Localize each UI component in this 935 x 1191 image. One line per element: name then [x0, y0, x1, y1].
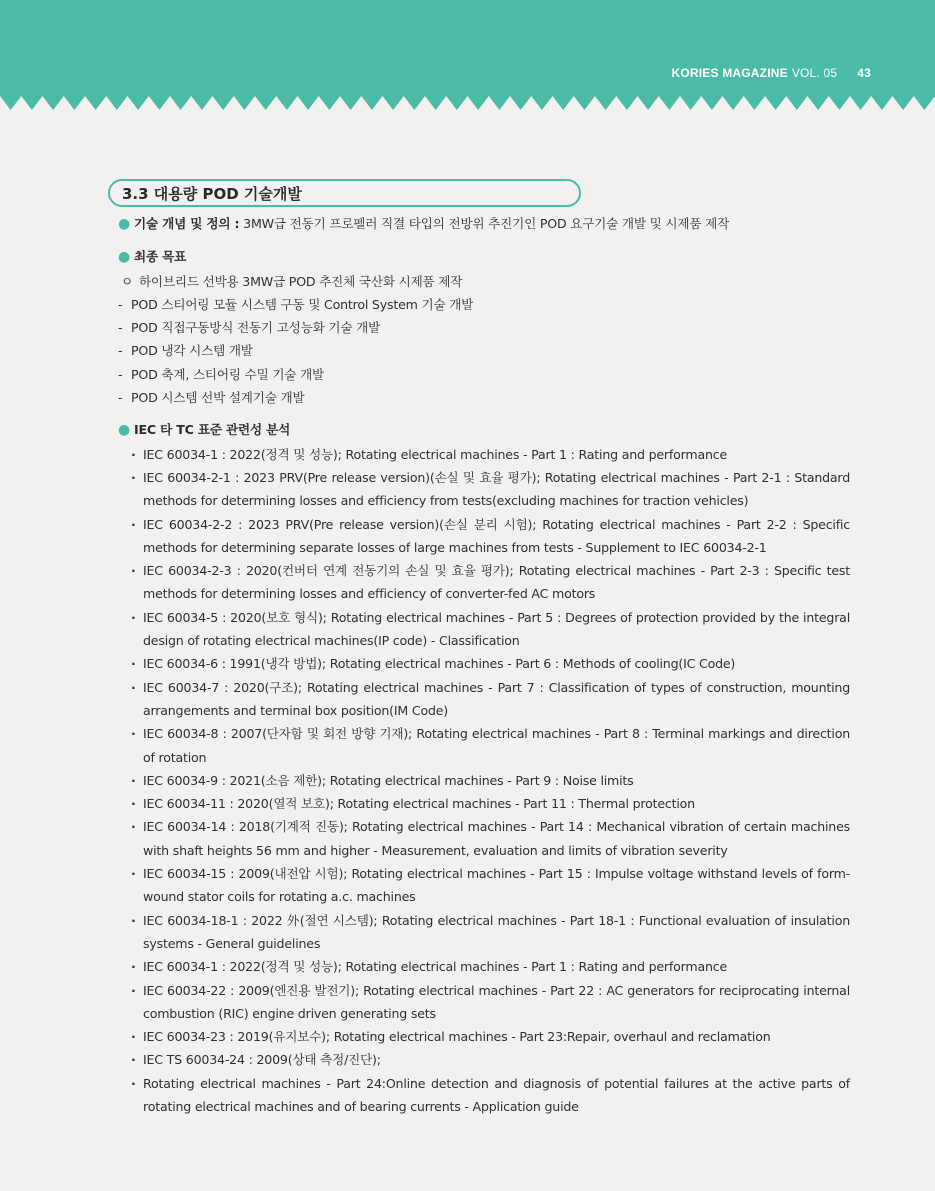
goal-item [118, 293, 850, 316]
iec-standard-item: · Rotating electrical machines - Part 24:Online detection and diagnosis of potential failures at the active parts of rotating electrical machines and of bearing currents - Application guide [118, 1072, 850, 1119]
masthead [671, 66, 871, 80]
dash-bullet-icon: - [118, 390, 123, 406]
iec-standard-item: · IEC 60034-15 : 2009(내전압 시험); Rotating electrical machines - Part 15 : Impulse voltage withstand levels of form-wound stator coils for rotating a.c. machines [118, 862, 850, 909]
goal-item [118, 386, 850, 409]
goal-main [118, 270, 850, 293]
goal-item [118, 363, 850, 386]
goal-item-text: POD 냉각 시스템 개발 [131, 343, 253, 359]
concept-label: 기술 개념 및 정의 : [134, 216, 240, 231]
magazine-name: KORIES MAGAZINE [671, 66, 788, 80]
goal-item-text: POD 스티어링 모듈 시스템 구동 및 Control System 기술 개발 [131, 296, 474, 312]
iec-standard-item: · IEC 60034-14 : 2018(기계적 진동); Rotating electrical machines - Part 14 : Mechanical vibration of certain machines with shaft heights 56 mm and higher - Measurement, evaluation and limits of vibration severity [118, 815, 850, 862]
goal-items [118, 293, 850, 409]
iec-standard-item: · IEC 60034-7 : 2020(구조); Rotating electrical machines - Part 7 : Classification of types of construction, mounting arrangements and terminal box position(IM Code) [118, 676, 850, 723]
goal-item [118, 339, 850, 362]
section-title-text: 3.3 대용량 POD 기술개발 [122, 184, 302, 203]
iec-standard-item: · IEC 60034-1 : 2022(정격 및 성능); Rotating electrical machines - Part 1 : Rating and performance [118, 955, 850, 978]
iec-label: IEC 타 TC 표준 관련성 분석 [134, 422, 291, 438]
iec-standards-list [118, 443, 850, 1119]
goal-item-text: POD 직접구동방식 전동기 고성능화 기술 개발 [131, 320, 381, 336]
bullet-dot-icon: ● [118, 422, 131, 439]
iec-standard-item: · IEC 60034-18-1 : 2022 外(절연 시스템); Rotating electrical machines - Part 18-1 : Functional evaluation of insulation systems - General guidelines [118, 909, 850, 956]
goal-item-text: POD 축계, 스티어링 수밀 기술 개발 [131, 366, 325, 382]
iec-standard-item: · IEC 60034-22 : 2009(엔진용 발전기); Rotating electrical machines - Part 22 : AC generators for reciprocating internal combustion (RIC) engine driven generating sets [118, 979, 850, 1026]
bullet-dot-icon: ● [118, 216, 131, 232]
iec-standard-item: · IEC 60034-6 : 1991(냉각 방법); Rotating electrical machines - Part 6 : Methods of cooling(IC Code) [118, 652, 850, 675]
iec-standard-item: · IEC TS 60034-24 : 2009(상태 측정/진단); [118, 1048, 850, 1071]
concept-text: 3MW급 전동기 프로펠러 직결 타입의 전방위 추진기인 POD 요구기술 개발 및 시제품 제작 [239, 216, 730, 231]
iec-standard-item: · IEC 60034-2-1 : 2023 PRV(Pre release version)(손실 및 효율 평가); Rotating electrical machines - Part 2-1 : Standard methods for determining losses and efficiency from tests(excluding machines for traction vehicles) [118, 466, 850, 513]
iec-standard-item: · IEC 60034-5 : 2020(보호 형식); Rotating electrical machines - Part 5 : Degrees of protection provided by the integral design of rotating electrical machines(IP code) - Classification [118, 606, 850, 653]
dash-bullet-icon: - [118, 320, 123, 336]
circle-bullet-icon: ㅇ [121, 273, 133, 289]
iec-standard-item: · IEC 60034-8 : 2007(단자함 및 회전 방향 기재); Rotating electrical machines - Part 8 : Terminal markings and direction of rotation [118, 722, 850, 769]
concept-line [118, 212, 850, 236]
iec-standard-item: · IEC 60034-9 : 2021(소음 제한); Rotating electrical machines - Part 9 : Noise limits [118, 769, 850, 792]
dash-bullet-icon: - [118, 366, 123, 382]
volume-label: VOL. 05 [791, 66, 838, 80]
dash-bullet-icon: - [118, 296, 123, 312]
iec-standard-item: · IEC 60034-1 : 2022(정격 및 성능); Rotating electrical machines - Part 1 : Rating and performance [118, 443, 850, 466]
page-number: 43 [857, 66, 871, 80]
goal-item-text: POD 시스템 선박 설계기술 개발 [131, 390, 305, 406]
header-band [0, 0, 935, 112]
dash-bullet-icon: - [118, 343, 123, 359]
goal-label: 최종 목표 [134, 249, 187, 265]
iec-standard-item: · IEC 60034-2-3 : 2020(컨버터 연계 전동기의 손실 및 효율 평가); Rotating electrical machines - Part 2-3 : Specific test methods for determining losses and efficiency of converter-fed AC motors [118, 559, 850, 606]
goal-heading [118, 245, 850, 269]
zigzag-banner [0, 0, 935, 112]
iec-standard-item: · IEC 60034-23 : 2019(유지보수); Rotating electrical machines - Part 23:Repair, overhaul and reclamation [118, 1025, 850, 1048]
goal-item [118, 316, 850, 339]
section-title [108, 179, 581, 207]
goal-main-text: 하이브리드 선박용 3MW급 POD 추진체 국산화 시제품 제작 [138, 273, 463, 289]
iec-heading [118, 418, 850, 442]
iec-standard-item: · IEC 60034-11 : 2020(열적 보호); Rotating electrical machines - Part 11 : Thermal protection [118, 792, 850, 815]
content-body [118, 212, 850, 1118]
iec-standard-item: · IEC 60034-2-2 : 2023 PRV(Pre release version)(손실 분리 시험); Rotating electrical machines - Part 2-2 : Specific methods for determining separate losses of large machines from tests - Supplement to IEC 60034-2-1 [118, 513, 850, 560]
bullet-dot-icon: ● [118, 249, 131, 266]
